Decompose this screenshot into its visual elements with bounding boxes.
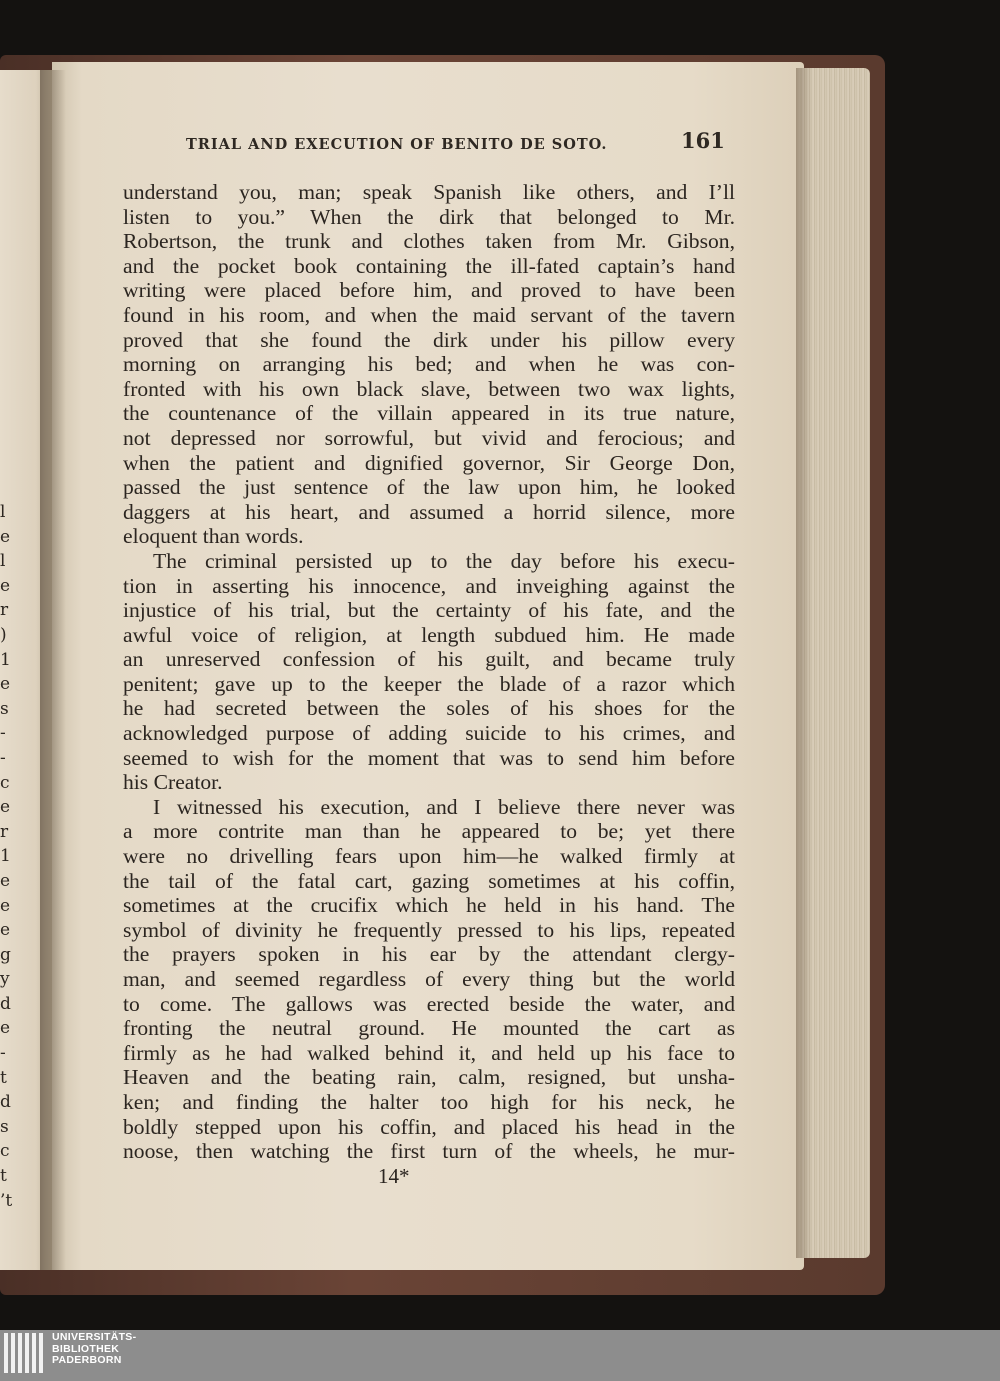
text-line: injustice of his trial, but the certainty of his fate, and the bbox=[123, 598, 735, 623]
text-line: I witnessed his execution, and I believe there never was bbox=[153, 794, 735, 819]
page-number: 161 bbox=[681, 128, 725, 153]
left-page-fragment: t bbox=[0, 1067, 7, 1088]
library-logo-icon bbox=[4, 1333, 43, 1377]
left-page-fragment: s bbox=[0, 698, 9, 719]
left-page-fragment: e bbox=[0, 895, 11, 916]
left-page-fragment: - bbox=[0, 1043, 6, 1064]
left-page-fragment: y bbox=[0, 969, 10, 990]
text-line: his Creator. bbox=[123, 770, 223, 795]
text-line: boldly stepped upon his coffin, and placed his head in the bbox=[123, 1114, 735, 1139]
gutter-shadow bbox=[40, 70, 66, 1270]
left-page-fragment: r bbox=[0, 821, 9, 842]
text-line: firmly as he had walked behind it, and held up his face to bbox=[123, 1040, 735, 1065]
left-page-fragment: t bbox=[0, 1166, 7, 1187]
left-page-fragment: r bbox=[0, 600, 9, 621]
text-line: morning on arranging his bed; and when he was con- bbox=[123, 352, 735, 377]
library-logo-line: BIBLIOTHEK bbox=[52, 1342, 120, 1355]
left-page-fragment: l bbox=[0, 551, 6, 572]
left-page-fragment: l bbox=[0, 502, 6, 522]
text-line: not depressed nor sorrowful, but vivid and ferocious; and bbox=[123, 425, 735, 450]
signature-mark: 14* bbox=[378, 1164, 410, 1188]
text-line: fronted with his own black slave, between two wax lights, bbox=[123, 376, 735, 401]
library-footer bbox=[0, 1330, 1000, 1381]
left-page-fragment: e bbox=[0, 1018, 11, 1039]
text-line: to come. The gallows was erected beside the water, and bbox=[123, 991, 735, 1016]
left-page-fragment: c bbox=[0, 1141, 10, 1162]
text-line: man, and seemed regardless of every thing but the world bbox=[123, 967, 735, 991]
text-line: were no drivelling fears upon him—he walked firmly at bbox=[123, 844, 735, 869]
left-page-fragment: 1 bbox=[0, 649, 11, 670]
text-line: listen to you.” When the dirk that belonged to Mr. bbox=[123, 204, 735, 229]
left-page-fragment: - bbox=[0, 723, 6, 744]
left-page-fragments bbox=[0, 500, 12, 1213]
text-line: tion in asserting his innocence, and inveighing against the bbox=[123, 573, 735, 598]
left-page-fragment: ) bbox=[0, 624, 7, 645]
text-line: seemed to wish for the moment that was to send him before bbox=[123, 745, 735, 770]
left-page-fragment: g bbox=[0, 944, 11, 965]
text-line: an unreserved confession of his guilt, and became truly bbox=[123, 647, 735, 672]
left-page-fragment: ’t bbox=[0, 1190, 13, 1211]
library-logo-text bbox=[52, 1332, 136, 1367]
left-page-fragment: - bbox=[0, 747, 6, 768]
left-page-fragment: s bbox=[0, 1116, 9, 1137]
text-line: found in his room, and when the maid servant of the tavern bbox=[123, 302, 735, 327]
library-logo-line: UNIVERSITÄTS- bbox=[52, 1331, 137, 1343]
text-line: eloquent than words. bbox=[123, 524, 304, 549]
left-page-fragment: e bbox=[0, 920, 11, 941]
text-line: awful voice of religion, at length subdued him. He made bbox=[123, 622, 735, 647]
text-line: noose, then watching the first turn of the wheels, he mur- bbox=[123, 1139, 735, 1164]
left-page-fragment: e bbox=[0, 526, 11, 547]
text-line: acknowledged purpose of adding suicide to his crimes, and bbox=[123, 721, 735, 746]
left-page-fragment: e bbox=[0, 797, 11, 818]
text-line: and the pocket book containing the ill-fated captain’s hand bbox=[123, 253, 735, 278]
page-edge-shadow bbox=[796, 68, 812, 1258]
text-line: ken; and finding the halter too high for his neck, he bbox=[123, 1089, 735, 1114]
left-page-fragment: e bbox=[0, 870, 11, 891]
text-line: Robertson, the trunk and clothes taken from Mr. Gibson, bbox=[123, 229, 735, 254]
left-page-fragment: 1 bbox=[0, 846, 11, 867]
left-page-fragment: d bbox=[0, 1092, 11, 1113]
left-page-fragment: c bbox=[0, 772, 10, 793]
text-line: understand you, man; speak Spanish like others, and I’ll bbox=[123, 180, 735, 204]
text-line: symbol of divinity he frequently pressed to his lips, repeated bbox=[123, 917, 735, 942]
text-line: Heaven and the beating rain, calm, resigned, but unsha- bbox=[123, 1065, 735, 1090]
text-line: he had secreted between the soles of his shoes for the bbox=[123, 696, 735, 721]
text-line: proved that she found the dirk under his pillow every bbox=[123, 327, 735, 352]
text-line: when the patient and dignified governor, Sir George Don, bbox=[123, 450, 735, 475]
text-line: the countenance of the villain appeared in its true nature, bbox=[123, 401, 735, 426]
text-line: the tail of the fatal cart, gazing sometimes at his coffin, bbox=[123, 868, 735, 893]
text-line: sometimes at the crucifix which he held in his hand. The bbox=[123, 893, 735, 918]
text-line: penitent; gave up to the keeper the blade of a razor which bbox=[123, 671, 735, 696]
running-head: TRIAL AND EXECUTION OF BENITO DE SOTO. bbox=[186, 136, 608, 153]
left-page-fragment: e bbox=[0, 575, 11, 596]
text-line: passed the just sentence of the law upon him, he looked bbox=[123, 475, 735, 500]
left-page-fragment: e bbox=[0, 674, 11, 695]
left-page-fragment: d bbox=[0, 993, 11, 1014]
text-line: writing were placed before him, and proved to have been bbox=[123, 278, 735, 303]
text-line: fronting the neutral ground. He mounted the cart as bbox=[123, 1016, 735, 1041]
text-line: the prayers spoken in his ear by the attendant clergy- bbox=[123, 942, 735, 967]
body-text bbox=[123, 180, 735, 1164]
text-line: a more contrite man than he appeared to be; yet there bbox=[123, 819, 735, 844]
text-line: The criminal persisted up to the day before his execu- bbox=[153, 548, 735, 573]
library-logo-line: PADERBORN bbox=[52, 1354, 122, 1366]
text-line: daggers at his heart, and assumed a horrid silence, more bbox=[123, 499, 735, 524]
